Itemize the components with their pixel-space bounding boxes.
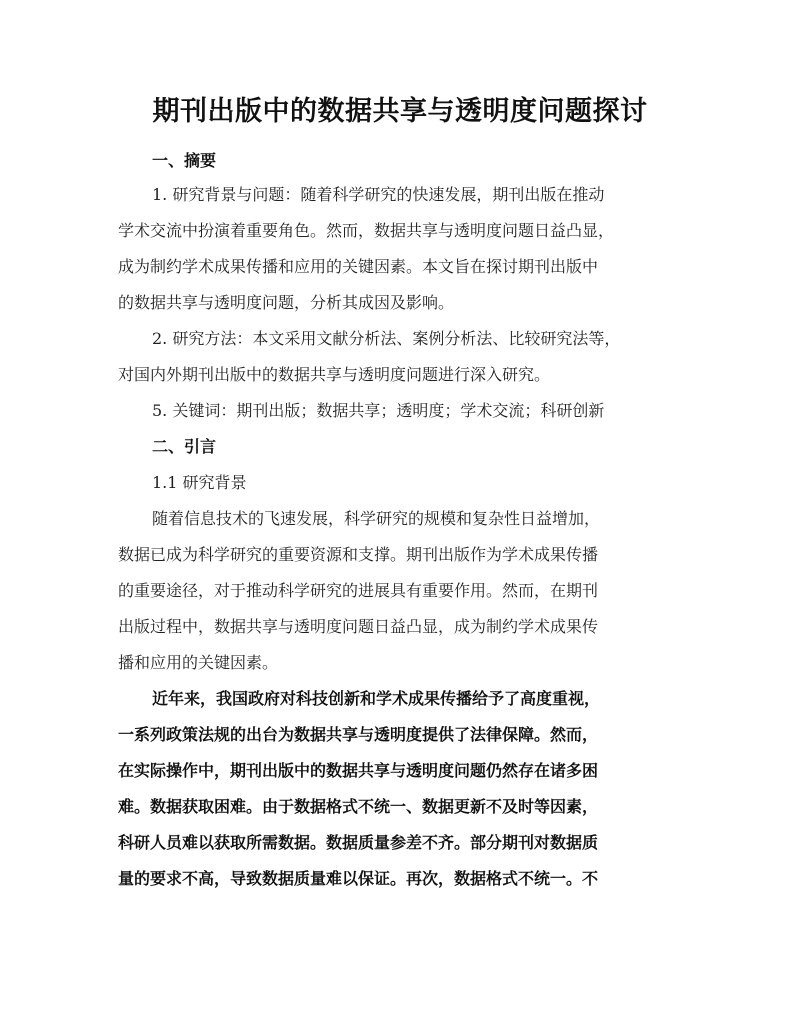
bold-paragraph-line: 一系列政策法规的出台为数据共享与透明度提供了法律保障。然而， — [118, 725, 599, 744]
bold-paragraph-line: 近年来，我国政府对科技创新和学术成果传播给予了高度重视， — [152, 689, 601, 708]
paragraph-line: 数据已成为科学研究的重要资源和支撑。期刊出版作为学术成果传播 — [118, 545, 599, 564]
paragraph-line: 随着信息技术的飞速发展，科学研究的规模和复杂性日益增加， — [152, 509, 601, 528]
section-heading-abstract: 一、摘要 — [152, 151, 217, 170]
paragraph-line: 对国内外期刊出版中的数据共享与透明度问题进行深入研究。 — [118, 365, 551, 384]
paragraph-line: 出版过程中，数据共享与透明度问题日益凸显，成为制约学术成果传 — [118, 617, 599, 636]
subsection-heading-background: 1.1 研究背景 — [152, 473, 247, 492]
paragraph-line: 2. 研究方法：本文采用文献分析法、案例分析法、比较研究法等， — [152, 329, 621, 348]
bold-paragraph-line: 难。数据获取困难。由于数据格式不统一、数据更新不及时等因素， — [118, 797, 599, 816]
paragraph-line: 的数据共享与透明度问题，分析其成因及影响。 — [118, 293, 455, 312]
document-title: 期刊出版中的数据共享与透明度问题探讨 — [152, 96, 648, 127]
paragraph-line: 播和应用的关键因素。 — [118, 653, 279, 672]
paragraph-line: 学术交流中扮演着重要角色。然而，数据共享与透明度问题日益凸显， — [118, 221, 615, 240]
bold-paragraph-line: 在实际操作中，期刊出版中的数据共享与透明度问题仍然存在诸多困 — [118, 761, 599, 780]
paragraph-line: 成为制约学术成果传播和应用的关键因素。本文旨在探讨期刊出版中 — [118, 257, 599, 276]
bold-paragraph-line: 量的要求不高，导致数据质量难以保证。再次，数据格式不统一。不 — [118, 869, 599, 888]
bold-paragraph-line: 科研人员难以获取所需数据。数据质量参差不齐。部分期刊对数据质 — [118, 833, 599, 852]
keywords-line: 5. 关键词：期刊出版；数据共享；透明度；学术交流；科研创新 — [152, 401, 605, 420]
section-heading-introduction: 二、引言 — [152, 437, 217, 456]
paragraph-line: 1. 研究背景与问题：随着科学研究的快速发展，期刊出版在推动 — [152, 185, 605, 204]
paragraph-line: 的重要途径，对于推动科学研究的进展具有重要作用。然而，在期刊 — [118, 581, 599, 600]
